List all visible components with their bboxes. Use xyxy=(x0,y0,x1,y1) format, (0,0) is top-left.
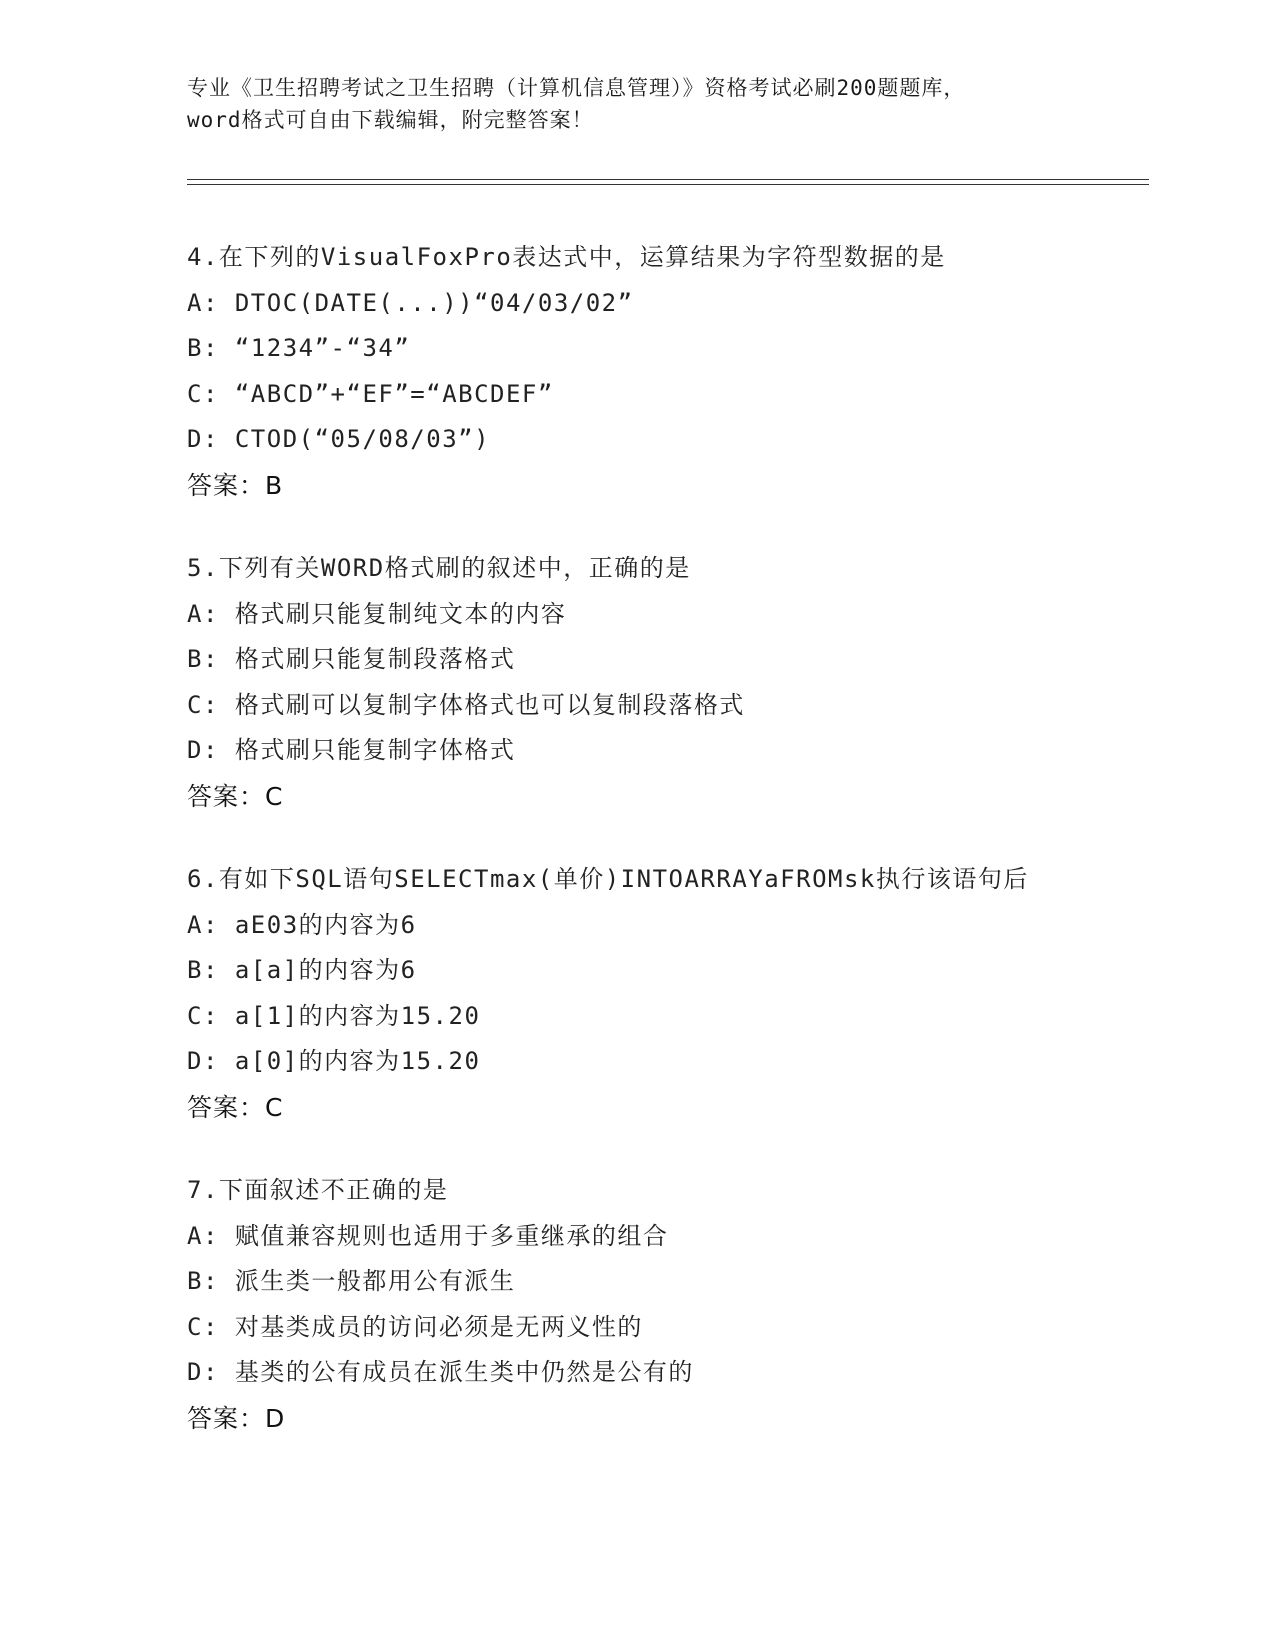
answer-line: 答案：B xyxy=(187,470,284,500)
question-item xyxy=(187,1168,1147,1441)
answer-line: 答案：C xyxy=(187,781,284,811)
option-a: A: DTOC(DATE(...))“04/03/02” xyxy=(187,288,634,317)
question-stem: 5.下列有关WORD格式刷的叙述中，正确的是 xyxy=(187,554,691,582)
option-d: D: CTOD(“05/08/03”) xyxy=(187,425,491,453)
question-stem: 6.有如下SQL语句SELECTmax(单价)INTOARRAYaFROMsk执行该语句后 xyxy=(187,865,1029,893)
option-a: A: aE03的内容为6 xyxy=(187,910,417,939)
option-d: D: 格式刷只能复制字体格式 xyxy=(187,736,516,764)
question-list xyxy=(187,235,1147,1479)
answer-line: 答案：D xyxy=(187,1403,286,1433)
document-header xyxy=(187,72,1107,136)
option-a: A: 赋值兼容规则也适用于多重继承的组合 xyxy=(187,1221,669,1250)
question-item xyxy=(187,857,1147,1130)
question-item xyxy=(187,546,1147,819)
header-title-line1: 专业《卫生招聘考试之卫生招聘（计算机信息管理）》资格考试必刷200题题库， xyxy=(187,76,966,100)
question-item xyxy=(187,235,1147,508)
option-d: D: 基类的公有成员在派生类中仍然是公有的 xyxy=(187,1358,694,1386)
option-c: C: a[1]的内容为15.20 xyxy=(187,1001,481,1030)
option-c: C: “ABCD”+“EF”=“ABCDEF” xyxy=(187,379,554,408)
option-b: B: a[a]的内容为6 xyxy=(187,956,417,984)
question-stem: 7.下面叙述不正确的是 xyxy=(187,1176,449,1204)
header-divider-top xyxy=(187,179,1149,180)
header-divider-bottom xyxy=(187,184,1149,185)
question-stem: 4.在下列的VisualFoxPro表达式中，运算结果为字符型数据的是 xyxy=(187,243,946,271)
header-title-line2: word格式可自由下载编辑，附完整答案！ xyxy=(187,108,594,132)
option-a: A: 格式刷只能复制纯文本的内容 xyxy=(187,599,567,628)
answer-line: 答案：C xyxy=(187,1092,284,1122)
option-c: C: 对基类成员的访问必须是无两义性的 xyxy=(187,1312,643,1341)
option-c: C: 格式刷可以复制字体格式也可以复制段落格式 xyxy=(187,690,745,719)
option-b: B: 派生类一般都用公有派生 xyxy=(187,1267,516,1295)
option-b: B: 格式刷只能复制段落格式 xyxy=(187,645,516,673)
option-b: B: “1234”-“34” xyxy=(187,334,411,362)
option-d: D: a[0]的内容为15.20 xyxy=(187,1047,481,1075)
